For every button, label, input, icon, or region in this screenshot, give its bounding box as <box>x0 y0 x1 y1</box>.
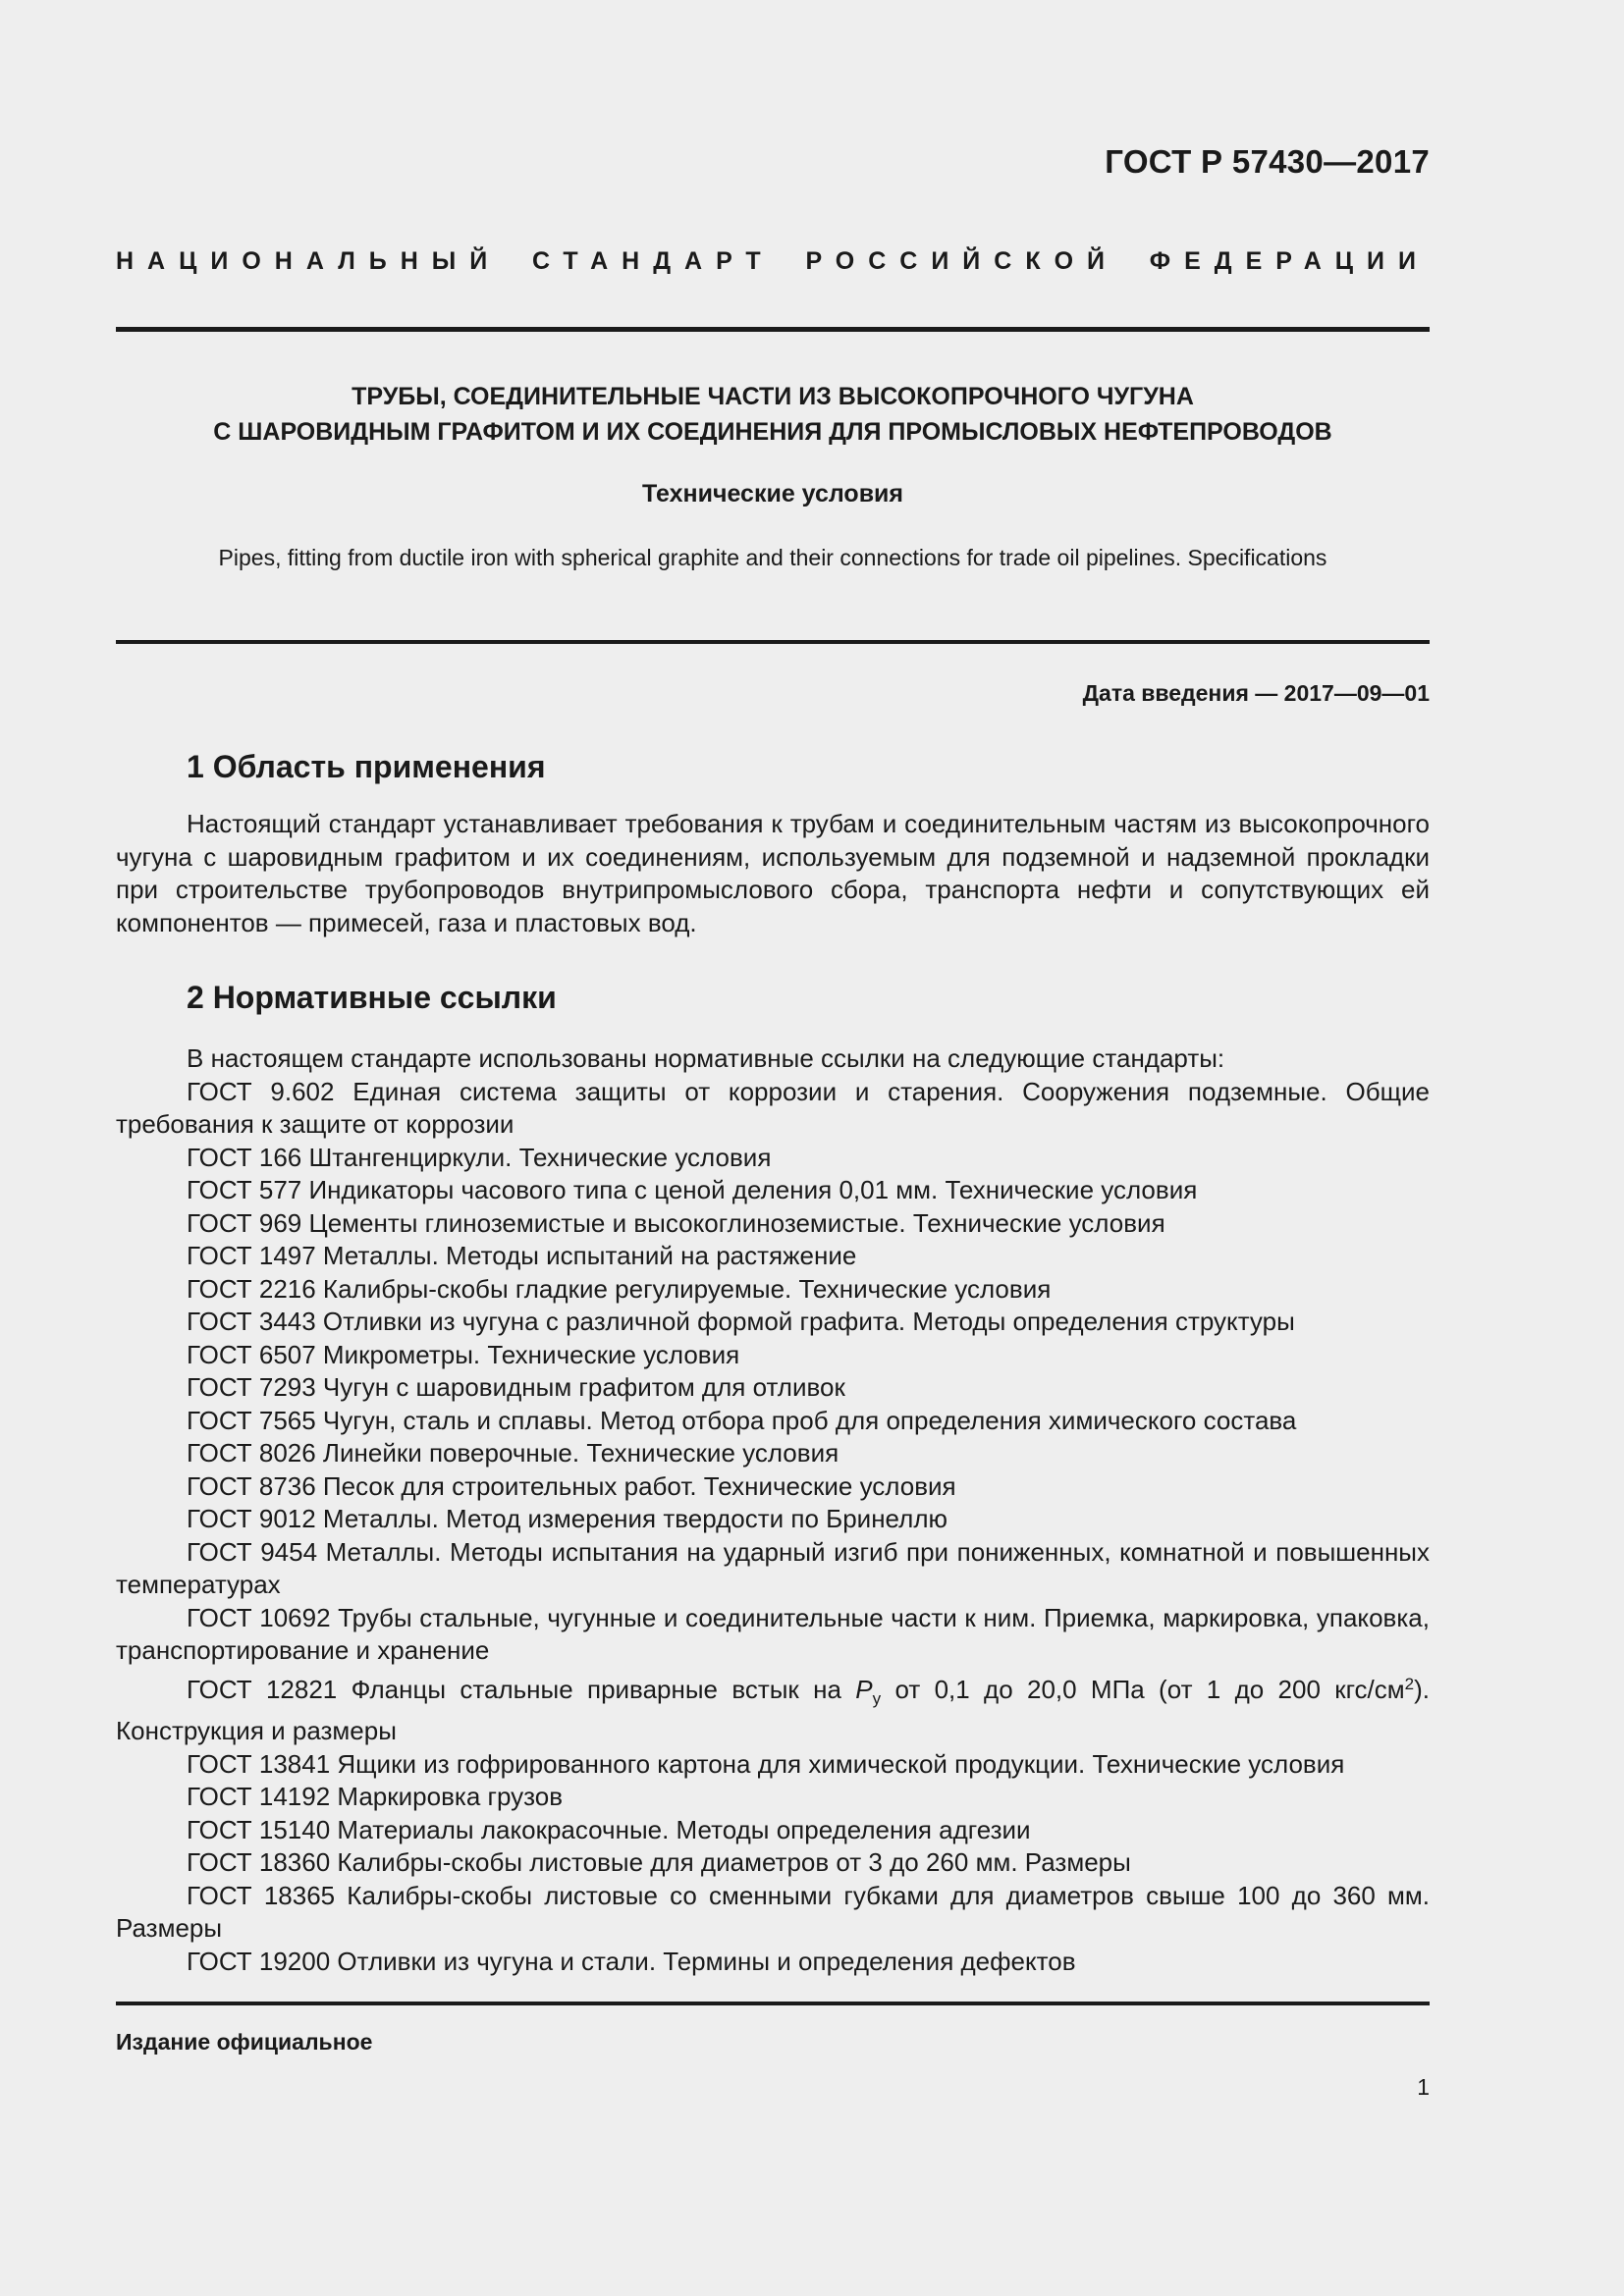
title-line-2: С ШАРОВИДНЫМ ГРАФИТОМ И ИХ СОЕДИНЕНИЯ ДЛЯ ПРОМЫСЛОВЫХ НЕФТЕПРОВОДОВ <box>213 418 1332 446</box>
reference-item: ГОСТ 577 Индикаторы часового типа с ценой деления 0,01 мм. Технические условия <box>187 1175 1198 1204</box>
reference-item: ГОСТ 19200 Отливки из чугуна и стали. Термины и определения дефектов <box>187 1946 1076 1976</box>
reference-item: ГОСТ 13841 Ящики из гофрированного картона для химической продукции. Технические условия <box>187 1748 1345 1779</box>
official-edition-label: Издание официальное <box>116 2029 373 2055</box>
normative-references <box>116 1042 1430 1978</box>
reference-item: ГОСТ 9.602 Единая система защиты от коррозии и старения. Сооружения подземные. Общие требования к защите от коррозии <box>116 1076 1430 1139</box>
title-line-1: ТРУБЫ, СОЕДИНИТЕЛЬНЫЕ ЧАСТИ ИЗ ВЫСОКОПРОЧНОГО ЧУГУНА <box>352 383 1194 410</box>
title-divider <box>116 640 1430 644</box>
document-subtitle: Технические условия <box>641 480 904 507</box>
reference-item: ГОСТ 2216 Калибры-скобы гладкие регулируемые. Технические условия <box>187 1273 1052 1304</box>
pressure-symbol: P <box>855 1674 873 1704</box>
reference-item: ГОСТ 8736 Песок для строительных работ. Технические условия <box>187 1470 956 1501</box>
banner-word: ФЕДЕРАЦИИ <box>1149 247 1430 275</box>
reference-item: ГОСТ 1497 Металлы. Методы испытаний на растяжение <box>187 1241 857 1270</box>
reference-item: ГОСТ 9012 Металлы. Метод измерения твердости по Бринеллю <box>187 1504 947 1533</box>
ref-12821-middle: от 0,1 до 20,0 МПа (от 1 до 200 кгс/см <box>894 1674 1405 1704</box>
reference-item-gost-12821 <box>116 1668 1430 1748</box>
reference-item: ГОСТ 14192 Маркировка грузов <box>187 1782 564 1811</box>
reference-item: ГОСТ 7293 Чугун с шаровидным графитом для отливок <box>187 1372 845 1402</box>
header-divider <box>116 327 1430 332</box>
national-standard-banner <box>116 247 1430 276</box>
document-page <box>116 0 1430 2296</box>
section-1-text: Настоящий стандарт устанавливает требования к трубам и соединительным частям из высокопрочного чугуна с шаровидным графитом и их соединениям, используемым для подземной и надземной прокладки при строительстве трубопроводов внутрипромыслового сбора, транспорта нефти и сопутствующих ей компонентов — примесей, газа и пластовых вод. <box>116 809 1430 937</box>
references-intro: В настоящем стандарте использованы нормативные ссылки на следующие стандарты: <box>187 1043 1225 1073</box>
reference-item: ГОСТ 969 Цементы глиноземистые и высокоглиноземистые. Технические условия <box>187 1207 1165 1238</box>
footer-divider <box>116 2002 1430 2005</box>
unit-superscript: 2 <box>1404 1674 1415 1693</box>
document-id: ГОСТ Р 57430—2017 <box>1105 143 1430 180</box>
banner-word: НАЦИОНАЛЬНЫЙ <box>116 247 502 275</box>
page-number: 1 <box>1417 2074 1430 2100</box>
reference-item: ГОСТ 18365 Калибры-скобы листовые со сменными губками для диаметров свыше 100 до 360 мм. Размеры <box>116 1880 1430 1943</box>
banner-word: РОССИЙСКОЙ <box>805 247 1119 275</box>
ref-12821-after: ). Конструкция и размеры <box>116 1674 1430 1745</box>
reference-item: ГОСТ 166 Штангенциркули. Технические условия <box>187 1142 772 1172</box>
english-title: Pipes, fitting from ductile iron with spherical graphite and their connections for trade oil pipelines. Specifications <box>218 545 1327 570</box>
banner-word: СТАНДАРТ <box>531 247 775 275</box>
section-1-heading: 1 Область применения <box>187 749 546 784</box>
reference-item: ГОСТ 8026 Линейки поверочные. Технические условия <box>187 1438 839 1468</box>
reference-item: ГОСТ 7565 Чугун, сталь и сплавы. Метод отбора проб для определения химического состава <box>187 1405 1297 1435</box>
reference-item: ГОСТ 9454 Металлы. Методы испытания на ударный изгиб при пониженных, комнатной и повышенных температурах <box>116 1536 1430 1599</box>
reference-item: ГОСТ 10692 Трубы стальные, чугунные и соединительные части к ним. Приемка, маркировка, упаковка, транспортирование и хранение <box>116 1602 1430 1665</box>
reference-item: ГОСТ 3443 Отливки из чугуна с различной формой графита. Методы определения структуры <box>187 1307 1295 1336</box>
document-title <box>116 379 1430 450</box>
introduction-date: Дата введения — 2017—09—01 <box>1082 680 1430 706</box>
ref-12821-before: ГОСТ 12821 Фланцы стальные приварные встык на <box>187 1674 841 1704</box>
reference-item: ГОСТ 18360 Калибры-скобы листовые для диаметров от 3 до 260 мм. Размеры <box>187 1847 1131 1877</box>
section-2-heading: 2 Нормативные ссылки <box>187 980 557 1015</box>
reference-item: ГОСТ 15140 Материалы лакокрасочные. Методы определения адгезии <box>187 1814 1031 1844</box>
reference-item: ГОСТ 6507 Микрометры. Технические условия <box>187 1339 740 1369</box>
pressure-symbol-subscript: у <box>872 1688 882 1708</box>
